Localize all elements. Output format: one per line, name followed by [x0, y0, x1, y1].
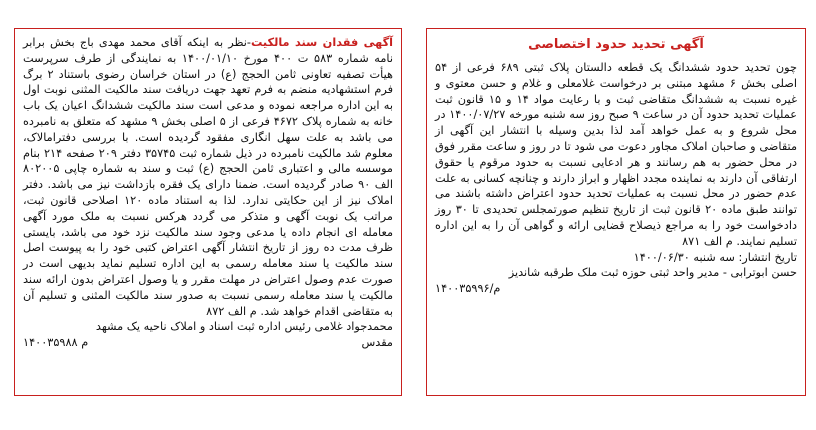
lost-deed-footer — [23, 335, 393, 351]
lost-deed-text: -نظر به اینکه آقای محمد مهدی باج بخش برابر نامه شماره ۵۸۳ ت ۴۰۰ مورخ ۱۴۰۰/۰۱/۱۰ به نمایندگی از طرف سرپرست هیأت تصفیه تعاونی ثامن الحجج (ع) در استان خراسان رضوی باستناد ۲ برگ فرم استشهادیه منضم به فرم تعهد جهت دریافت سند مالکیت المثنی نوبت اول به این اداره مراجعه نموده و مدعی است سند مالکیت ششدانگ اعیان یک باب خانه به شماره پلاک ۴۶۷۲ فرعی از ۵ اصلی بخش ۹ مشهد که متعلق به نامبرده می باشد به علت سهل انگاری مفقود گردیده است. با بررسی دفترامالاک، معلوم شد مالکیت نامبرده در ذیل شماره ثبت ۳۵۷۴۵ دفتر ۲۰۹ صفحه ۲۱۴ بنام موسسه مالی و اعتباری ثامن الحجج (ع) ثبت و سند به شماره چاپی ۸۰۲۰۰۵ الف ۹۰ صادر گردیده است. ضمنا دارای یک فقره بازداشت نیز می باشد. دفتر املاک نیز از این حکایتی ندارد. لذا به استناد ماده ۱۲۰ اصلاحی قانون ثبت، مراتب یک نوبت آگهی و متذکر می گردد هرکس نسبت به ملک مورد آگهی معامله ای انجام داده یا مدعی وجود سند مالکیت نزد خود می باشد، بایستی ظرف مدت ده روز از تاریخ انتشار آگهی اعتراض کتبی خود را به پیوست اصل سند مالکیت یا سند معامله رسمی به این اداره تسلیم نماید بدیهی است در صورت عدم وصول اعتراض در مهلت مقرر و یا وصول اعتراض بدون ارائه سند مالکیت یا سند معامله رسمی نسبت به صدور سند مالکیت المثنی و تسلیم آن به متقاضی اقدام خواهد شد. م الف ۸۷۲ — [23, 36, 393, 318]
boundary-publish-date: تاریخ انتشار: سه شنبه ۱۴۰۰/۰۶/۳۰ — [633, 250, 797, 264]
lost-deed-signature-tail: مقدس — [361, 336, 393, 350]
notice-lost-deed — [14, 28, 402, 396]
lost-deed-body — [23, 35, 393, 319]
lost-deed-signature: محمدجواد غلامی رئیس اداره ثبت اسناد و املاک ناحیه یک مشهد — [95, 320, 393, 334]
boundary-signature: حسن ابوترابی - مدیر واحد ثبتی حوزه ثبت ملک طرقبه شاندیز — [508, 266, 797, 280]
boundary-body: چون تحدید حدود ششدانگ یک قطعه دالستان پلاک ثبتی ۶۸۹ فرعی از ۵۴ اصلی بخش ۶ مشهد مبتنی بر درخواست غلامعلی و غلام و حسن معتوی و غیره نسبت به ششدانگ متقاضی ثبت و با رعایت مواد ۱۴ و ۱۵ قانون ثبت عملیات تحدید حدود آن در ساعت ۹ صبح روز سه شنبه مورخه ۱۴۰۰/۰۷/۲۷ در محل شروع و به عمل خواهد آمد لذا بدین وسیله با انتشار این آگهی از متقاضی و صاحبان املاک مجاور دعوت می شود تا در روز و ساعت مقرر فوق در محل حضور به هم رسانند و هر ادعایی نسبت به حدود مرقوم یا حقوق ارتفاقی آن دارند به نماینده مجدد اظهار و ابراز دارند و چنانچه کسانی به علت عدم حضور در محل نسبت به عملیات تحدید حدود اعتراض داشته باشند می توانند طبق ماده ۲۰ قانون ثبت از تاریخ تنظیم صورتمجلس تحدیدی تا ۳۰ روز دادخواست خود را به مراجع ذیصلاح قضایی ارائه و گواهی آن را به این اداره تسلیم نمایند. م الف ۸۷۱ — [435, 61, 798, 248]
boundary-code: م/۱۴۰۰۳۵۹۹۶ — [435, 282, 501, 296]
notice-boundary — [426, 28, 806, 396]
lost-deed-code: م ۱۴۰۰۳۵۹۸۸ — [23, 336, 89, 350]
boundary-title: آگهی تحدید حدود اختصاصی — [528, 37, 704, 52]
lost-deed-title: آگهی فقدان سند مالکیت — [250, 36, 394, 49]
